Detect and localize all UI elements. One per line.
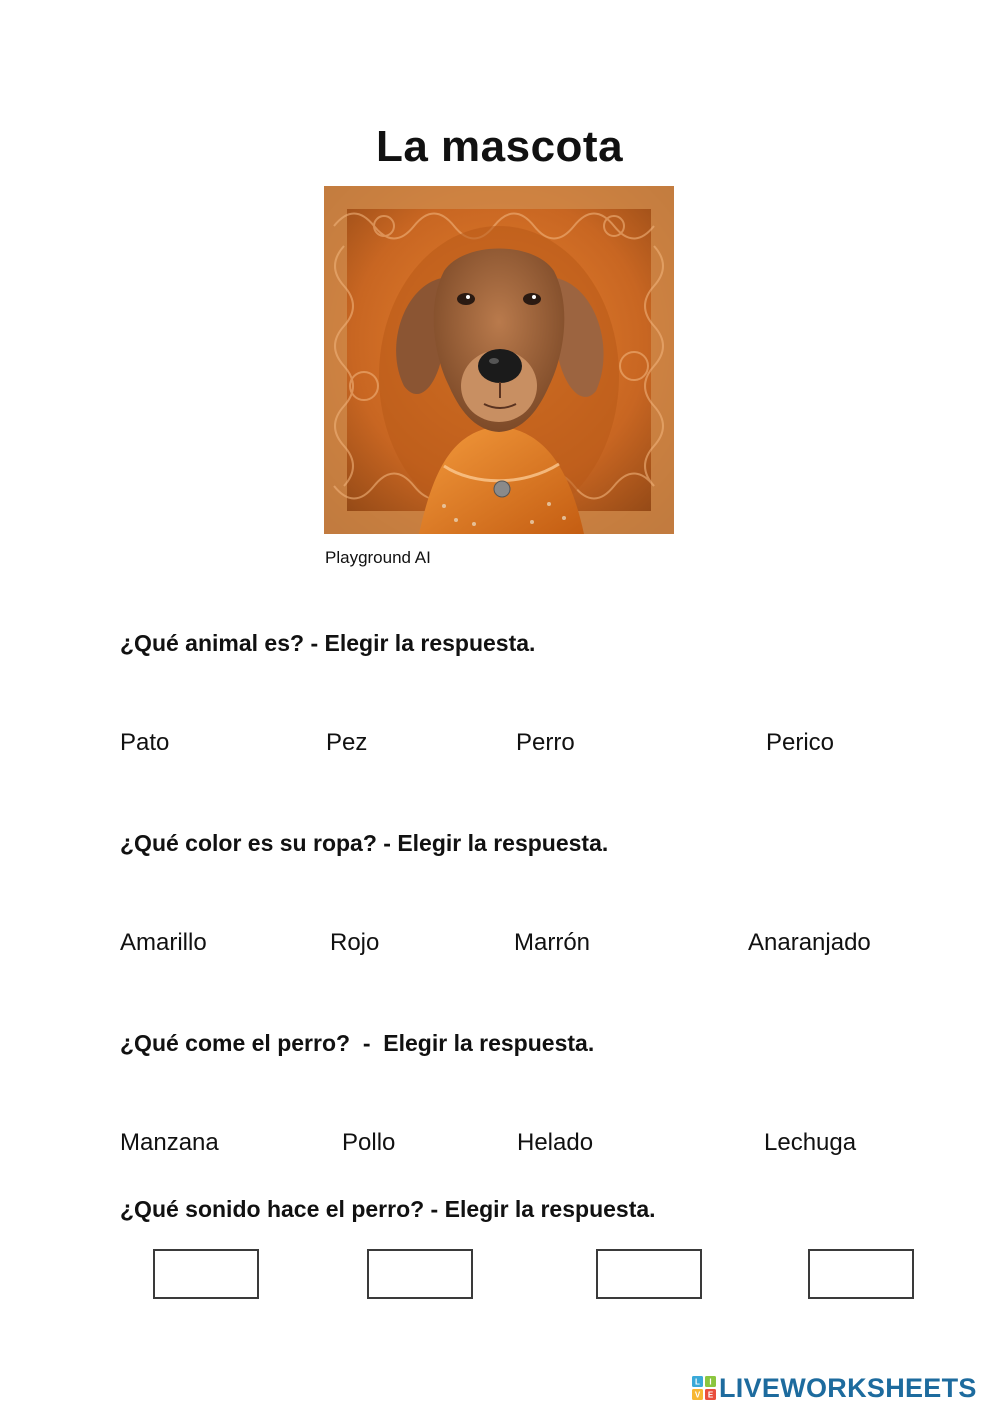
svg-text:E: E xyxy=(707,1390,714,1400)
brand-name: LIVEWORKSHEETS xyxy=(719,1372,977,1403)
liveworksheets-blocks-icon xyxy=(692,1376,716,1400)
q2-option-marron[interactable]: Marrón xyxy=(514,929,591,956)
image-credit: Playground AI xyxy=(325,548,431,567)
q4-answer-box-4[interactable] xyxy=(808,1249,914,1299)
q3-option-helado[interactable]: Helado xyxy=(517,1129,594,1156)
q1-option-pato[interactable]: Pato xyxy=(120,729,170,756)
question-2: ¿Qué color es su ropa? - Elegir la respuesta. xyxy=(120,830,609,856)
dog-portrait-image xyxy=(324,186,674,534)
question-3: ¿Qué come el perro? - Elegir la respuesta. xyxy=(120,1030,595,1056)
q4-answer-box-1[interactable] xyxy=(153,1249,259,1299)
svg-text:V: V xyxy=(694,1390,701,1400)
q1-option-perro[interactable]: Perro xyxy=(516,729,575,756)
q2-option-amarillo[interactable]: Amarillo xyxy=(120,929,207,956)
q4-answer-box-3[interactable] xyxy=(596,1249,702,1299)
page-title: La mascota xyxy=(375,122,624,171)
q1-option-pez[interactable]: Pez xyxy=(326,729,368,756)
q1-option-perico[interactable]: Perico xyxy=(766,729,835,756)
question-4: ¿Qué sonido hace el perro? - Elegir la respuesta. xyxy=(120,1196,656,1222)
q4-answer-box-2[interactable] xyxy=(367,1249,473,1299)
q3-option-lechuga[interactable]: Lechuga xyxy=(764,1129,857,1156)
liveworksheets-logo[interactable] xyxy=(692,1372,977,1404)
q3-option-pollo[interactable]: Pollo xyxy=(342,1129,396,1156)
q2-option-anaranjado[interactable]: Anaranjado xyxy=(748,929,871,956)
svg-text:I: I xyxy=(709,1377,712,1387)
q3-option-manzana[interactable]: Manzana xyxy=(120,1129,219,1156)
q2-option-rojo[interactable]: Rojo xyxy=(330,929,380,956)
question-1: ¿Qué animal es? - Elegir la respuesta. xyxy=(120,630,536,656)
svg-text:L: L xyxy=(695,1377,700,1387)
